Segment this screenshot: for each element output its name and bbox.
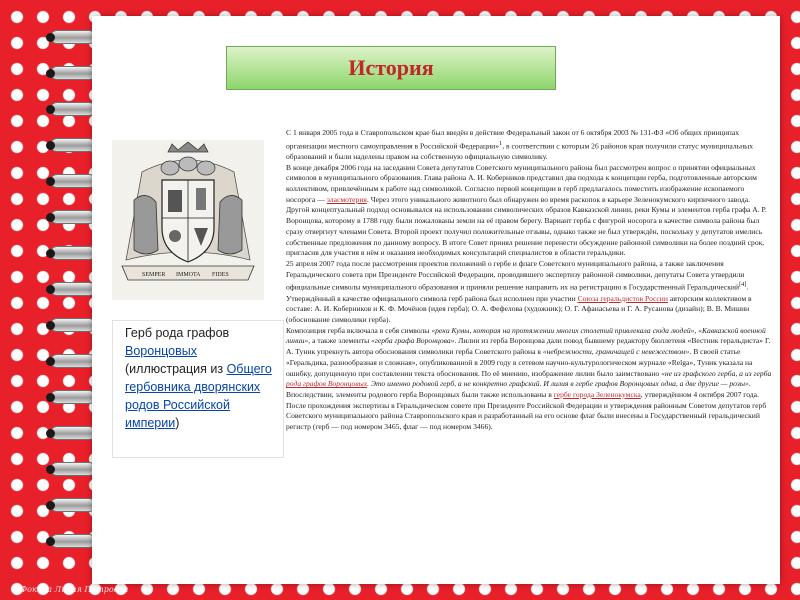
link-zelenokumsk-arms[interactable]: гербе города Зеленокумска <box>553 389 641 399</box>
motto-mid: IMMOTA <box>176 272 201 278</box>
link-armorial[interactable]: Общего гербовника дворянских родов Российской империи <box>125 362 272 430</box>
binding-ring <box>50 174 96 188</box>
link-vorontsov-family[interactable]: рода графов Воронцовых <box>286 379 368 389</box>
binding-ring <box>50 246 96 260</box>
motto-right: FIDES <box>212 272 229 278</box>
motto-left: SEMPER <box>142 272 166 278</box>
history-text <box>286 128 774 433</box>
author-credit: © Фокина Лидия Петровна <box>10 585 129 594</box>
binding-ring <box>50 318 96 332</box>
image-caption: Герб рода графов Воронцовых (иллюстрация из Общего гербовника дворянских родов Российской империи) <box>112 320 284 458</box>
coat-of-arms-drawing <box>112 140 264 300</box>
binding-ring <box>50 210 96 224</box>
binding-ring <box>50 66 96 80</box>
slide-title: История <box>348 55 434 80</box>
title-box <box>226 46 556 90</box>
paragraph-4: Композиция герба включала в себя символы «реки Кумы, которая на протяжении многих столетий привлекала сюда людей», «Кавказской военной линии», а также элементы «герба графа Воронцова». Лилии из герба Воронцова дали повод бывшему редактору бюллетеня «Вестник геральдиста» Г. А. Туник упрекнуть автора обоснования символики герба Советского района в «небрежности, граничащей с невежеством». В своей статье «Геральдика, разнообразная и сложная», опубликованной в 2009 году в сетевом научно-культурологическом журнале «Relga», Туник указала на ошибку, допущенную при составлении текста обоснования. По её мнению, изображение лилии было заимствовано «не из графского герба, а из герба рода графов Воронцовых. Это именно родовой герб, а не конкретно графский. И лилия в гербе графов Воронцовых одна, а две другие — розы». Впоследствии, элементы родового герба Воронцовых были также использованы в гербе города Зеленокумска, утверждённом 4 октября 2007 года. <box>286 325 772 399</box>
binding-ring <box>50 282 96 296</box>
paragraph-3: 25 апреля 2007 года после рассмотрения проектов положений о гербе и флаге Советского муниципального района, а также заключения Геральдического совета при Президенте Российской Федерации, проводившего экспертизу районной символики, депутаты Совета утвердили официальные символы муниципального образования и приняли решение направить их на регистрацию в Государственный Геральдический[4]. Утверждённый в качестве официального символа герб района был исполнен при участии Союза геральдистов России авторским коллективом в составе: А. И. Коберников и К. Ф. Мочёнов (идея герба); О. А. Фефелова (художник); О. Г. Афанасьева и Г. А. Русанова (дизайн); В. В. Мишин (обоснование символики герба). <box>286 258 752 325</box>
paragraph-5: После прохождения экспертизы в Геральдическом совете при Президенте Российской Федерации и утверждения районным Советом депутатов герб Советского муниципального района Ставропольского края и разработанный на его основе флаг были внесены в Государственный геральдический регистр (герб — под номером 3465, флаг — под номером 3466). <box>286 400 767 432</box>
binding-ring <box>50 426 96 440</box>
link-vorontsov[interactable]: Воронцовых <box>125 344 197 358</box>
binding-ring <box>50 30 96 44</box>
binding-ring <box>50 138 96 152</box>
link-heraldists-union[interactable]: Союза геральдистов России <box>577 293 668 303</box>
link-elasmotherium[interactable]: эласмотерия <box>326 194 367 204</box>
binding-ring <box>50 498 96 512</box>
binding-ring <box>50 354 96 368</box>
binding-ring <box>50 390 96 404</box>
binding-ring <box>50 462 96 476</box>
binding-ring <box>50 102 96 116</box>
binding-ring <box>50 534 96 548</box>
coat-of-arms-image <box>112 140 264 300</box>
paragraph-1: С 1 января 2005 года в Ставропольском крае был введён в действие Федеральный закон от 6 октября 2003 № 131-ФЗ «Об общих принципах организации местного самоуправления в Российской Федерации»$^1$, в соответствии с которым 26 районов края получили статус муниципальных образований и были наделены правом на собственную официальную символику. <box>286 128 754 161</box>
paragraph-2: В конце декабря 2006 года на заседании Совета депутатов Советского муниципального района был рассмотрен вопрос о принятии официальных символов в муниципального образования. Глава района А. И. Коберников представил два подхода к концепции герба, подготовленные авторским коллективом, привлечённым к работе над символикой. Согласно первой концепции в герб предлагалось поместить изображение ископаемого носорога — эласмотерия. Через этого уникального животного был обнаружен во время раскопок в карьере Зеленокумского кирпичного завода. Другой концептуальный подход основывался на использовании символических образов Кавказской линии, реки Кумы и элементов герба графа А. Р. Воронцова, которому в 1788 году были пожалованы земли на её правом берегу. Вариант герба с фигурой носорога в качестве символа района был сразу отвергнут членами Совета. Второй проект получил положительные отзывы, однако также не был утверждён, поскольку у депутатов имелись собственные предложения по данному вопросу. В итоге Совет принял решение перенести обсуждение районной символики на более поздний срок, пригласив для участия в нём и оказания необходимых консультаций специалистов в области геральдики. <box>286 162 767 258</box>
